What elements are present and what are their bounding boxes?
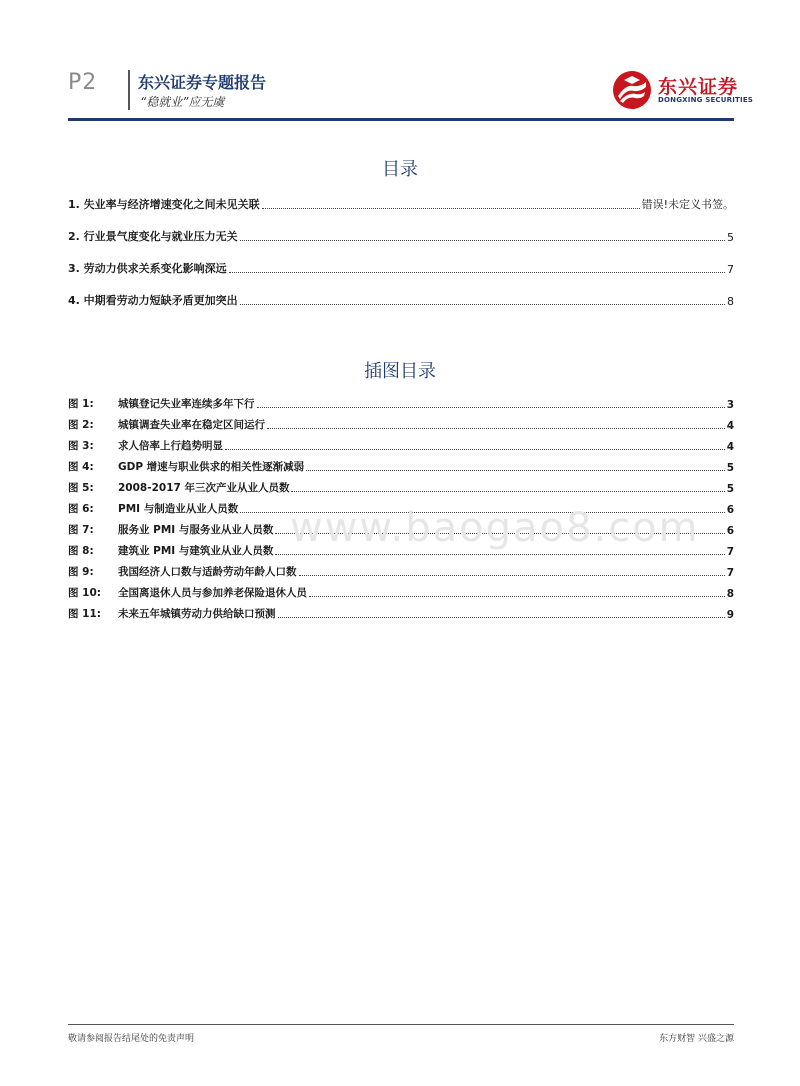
footer-rule: [68, 1024, 734, 1025]
toc-item-label: 4. 中期看劳动力短缺矛盾更加突出: [68, 294, 238, 307]
figure-number: 图 4:: [68, 461, 94, 473]
figure-item[interactable]: [68, 453, 734, 474]
figure-label: 2008-2017 年三次产业从业人员数: [118, 482, 290, 494]
figure-number: 图 8:: [68, 545, 94, 557]
figure-label: 求人倍率上行趋势明显: [118, 440, 223, 452]
leader-dots: [306, 470, 725, 471]
header-divider: [128, 70, 130, 110]
figure-label: PMI 与制造业从业人员数: [118, 503, 239, 515]
leader-dots: [267, 428, 725, 429]
figure-page: 5: [726, 483, 734, 495]
footer-disclaimer: 敬请参阅报告结尾处的免责声明: [68, 1034, 195, 1044]
figure-label: 城镇调查失业率在稳定区间运行: [118, 419, 265, 431]
figure-item[interactable]: [68, 390, 734, 411]
figure-label: GDP 增速与职业供求的相关性逐渐减弱: [118, 461, 305, 473]
figure-label: 服务业 PMI 与服务业从业人员数: [118, 524, 274, 536]
toc-item[interactable]: [68, 276, 734, 308]
figure-page: 4: [726, 441, 734, 453]
figure-page: 6: [726, 525, 734, 537]
figure-label: 建筑业 PMI 与建筑业从业人员数: [118, 545, 274, 557]
figure-page: 5: [726, 462, 734, 474]
report-subtitle: “稳就业”应无虞: [140, 95, 225, 109]
series-title: 东兴证券专题报告: [138, 73, 267, 92]
figure-list-title: 插图目录: [364, 361, 436, 382]
toc-item[interactable]: [68, 180, 734, 212]
figure-number: 图 10:: [68, 587, 101, 599]
figure-number: 图 7:: [68, 524, 94, 536]
figure-number: 图 11:: [68, 608, 101, 620]
figure-number: 图 9:: [68, 566, 94, 578]
leader-dots: [291, 491, 724, 492]
figure-item[interactable]: [68, 474, 734, 495]
brand-name: 东兴证券: [658, 76, 739, 98]
toc-item-page: 7: [727, 263, 734, 276]
toc-item-label: 2. 行业景气度变化与就业压力无关: [68, 230, 238, 243]
toc-title: 目录: [382, 159, 418, 180]
leader-dots: [262, 208, 640, 209]
brand-subtitle: DONGXING SECURITIES: [658, 96, 754, 104]
figure-item[interactable]: [68, 432, 734, 453]
leader-dots: [257, 407, 725, 408]
figure-label: 我国经济人口数与适龄劳动年龄人口数: [118, 566, 297, 578]
watermark: www.baogao8.com: [290, 505, 700, 551]
figure-item[interactable]: [68, 558, 734, 579]
figure-page: 7: [726, 546, 734, 558]
leader-dots: [299, 575, 725, 576]
toc-item-page: 5: [727, 231, 734, 244]
figure-label: 未来五年城镇劳动力供给缺口预测: [118, 608, 276, 620]
toc-item-page: 错误!未定义书签。: [641, 198, 734, 211]
leader-dots: [309, 596, 725, 597]
leader-dots: [240, 304, 725, 305]
page-number: P2: [68, 70, 98, 95]
header-rule: [68, 118, 734, 121]
figure-number: 图 2:: [68, 419, 94, 431]
figure-item[interactable]: [68, 579, 734, 600]
figure-label: 全国离退休人员与参加养老保险退休人员: [118, 587, 307, 599]
figure-number: 图 1:: [68, 398, 94, 410]
toc-item-page: 8: [727, 295, 734, 308]
leader-dots: [240, 240, 725, 241]
figure-page: 6: [726, 504, 734, 516]
figure-label: 城镇登记失业率连续多年下行: [118, 398, 255, 410]
figure-page: 8: [726, 588, 734, 600]
page-header: [0, 0, 800, 124]
toc-item-label: 3. 劳动力供求关系变化影响深远: [68, 262, 227, 275]
figure-number: 图 3:: [68, 440, 94, 452]
leader-dots: [278, 617, 725, 618]
footer-slogan: 东方财智 兴盛之源: [659, 1034, 734, 1044]
figure-item[interactable]: [68, 600, 734, 621]
leader-dots: [275, 554, 724, 555]
figure-page: 7: [726, 567, 734, 579]
figure-page: 4: [726, 420, 734, 432]
leader-dots: [225, 449, 725, 450]
toc-item[interactable]: [68, 212, 734, 244]
figure-page: 9: [726, 609, 734, 621]
figure-item[interactable]: [68, 411, 734, 432]
table-of-contents: [68, 180, 734, 308]
figure-page: 3: [726, 399, 734, 411]
figure-number: 图 5:: [68, 482, 94, 494]
leader-dots: [229, 272, 725, 273]
toc-item-label: 1. 失业率与经济增速变化之间未见关联: [68, 198, 260, 211]
toc-item[interactable]: [68, 244, 734, 276]
figure-number: 图 6:: [68, 503, 94, 515]
